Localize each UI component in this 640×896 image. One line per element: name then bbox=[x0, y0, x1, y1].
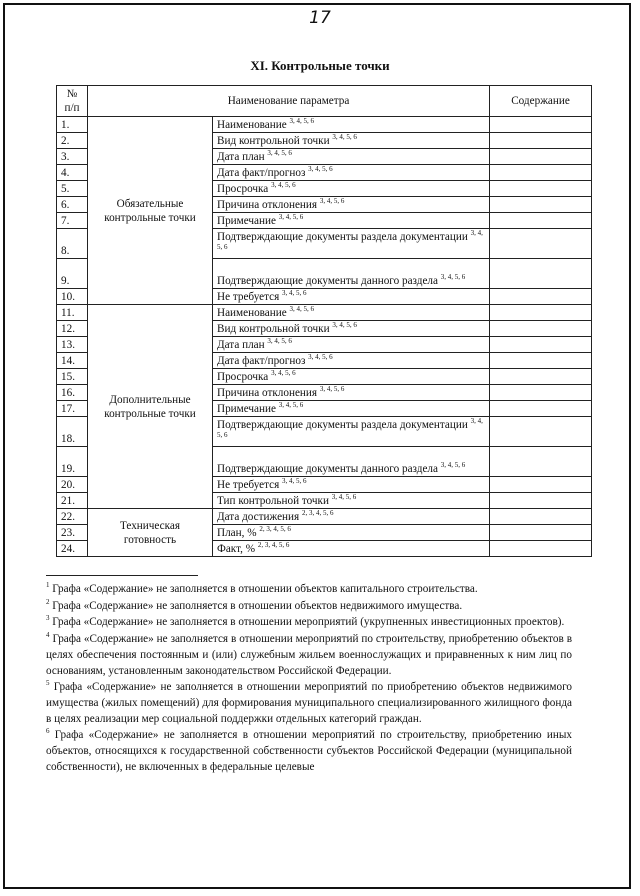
parameter-name: Причина отклонения bbox=[217, 387, 318, 399]
parameter-name-cell bbox=[213, 149, 490, 165]
content-cell bbox=[490, 477, 592, 493]
parameter-name: Подтверждающие документы данного раздела bbox=[217, 463, 438, 475]
parameter-name: Тип контрольной точки bbox=[217, 495, 329, 507]
parameter-name: Не требуется bbox=[217, 479, 280, 491]
footnote-reference: 3, 4, 5, 6 bbox=[217, 229, 483, 251]
row-number: 5. bbox=[57, 181, 88, 197]
row-number: 12. bbox=[57, 321, 88, 337]
footnote-reference: 3, 4, 5, 6 bbox=[282, 289, 307, 297]
content-cell bbox=[490, 213, 592, 229]
footnote-reference: 3, 4, 5, 6 bbox=[267, 149, 292, 157]
parameter-name: Подтверждающие документы данного раздела bbox=[217, 275, 438, 287]
row-number: 14. bbox=[57, 353, 88, 369]
row-number: 6. bbox=[57, 197, 88, 213]
content-cell bbox=[490, 133, 592, 149]
footnote-mark: 3 bbox=[46, 614, 50, 623]
row-number: 19. bbox=[57, 447, 88, 477]
parameter-name-cell bbox=[213, 401, 490, 417]
row-number: 23. bbox=[57, 525, 88, 541]
footnote-reference: 3, 4, 5, 6 bbox=[217, 417, 483, 439]
table-row bbox=[57, 117, 592, 133]
row-number: 21. bbox=[57, 493, 88, 509]
group-label: Техническая готовность bbox=[88, 509, 213, 557]
footnote-reference: 3, 4, 5, 6 bbox=[282, 477, 307, 485]
footnote-reference: 3, 4, 5, 6 bbox=[271, 369, 296, 377]
parameter-name: Вид контрольной точки bbox=[217, 323, 330, 335]
parameter-name: Просрочка bbox=[217, 183, 269, 195]
content-cell bbox=[490, 197, 592, 213]
parameter-name: Дата факт/прогноз bbox=[217, 167, 306, 179]
page-number: 17 bbox=[309, 8, 331, 28]
parameter-name-cell bbox=[213, 477, 490, 493]
parameter-name-cell bbox=[213, 417, 490, 447]
row-number: 4. bbox=[57, 165, 88, 181]
footnotes bbox=[46, 582, 572, 776]
content-cell bbox=[490, 181, 592, 197]
footnote-reference: 3, 4, 5, 6 bbox=[278, 213, 304, 221]
footnote-reference: 3, 4, 5, 6 bbox=[440, 461, 466, 469]
footnote-reference: 3, 4, 5, 6 bbox=[332, 133, 357, 141]
row-number: 17. bbox=[57, 401, 88, 417]
content-cell bbox=[490, 259, 592, 289]
footnote-reference: 3, 4, 5, 6 bbox=[308, 353, 333, 361]
content-cell bbox=[490, 509, 592, 525]
parameter-name: Причина отклонения bbox=[217, 199, 318, 211]
content-cell bbox=[490, 321, 592, 337]
row-number: 2. bbox=[57, 133, 88, 149]
footnote-reference: 3, 4, 5, 6 bbox=[289, 117, 314, 125]
parameter-name-cell bbox=[213, 305, 490, 321]
row-number: 10. bbox=[57, 289, 88, 305]
footnote-reference: 3, 4, 5, 6 bbox=[332, 321, 357, 329]
footnote bbox=[46, 632, 572, 679]
parameter-name-cell bbox=[213, 337, 490, 353]
footnote-mark: 5 bbox=[46, 679, 50, 688]
parameter-name-cell bbox=[213, 447, 490, 477]
footnote-reference: 3, 4, 5, 6 bbox=[267, 337, 292, 345]
content-cell bbox=[490, 541, 592, 557]
footnote bbox=[46, 599, 572, 615]
section-title: XI. Контрольные точки bbox=[250, 58, 390, 73]
parameter-name: Не требуется bbox=[217, 291, 280, 303]
table-row bbox=[57, 305, 592, 321]
parameter-name: Наименование bbox=[217, 307, 287, 319]
footnote-reference: 2, 3, 4, 5, 6 bbox=[259, 525, 291, 533]
parameter-name: Дата факт/прогноз bbox=[217, 355, 306, 367]
footnote-reference: 3, 4, 5, 6 bbox=[278, 401, 304, 409]
row-number: 11. bbox=[57, 305, 88, 321]
footnote-text: Графа «Содержание» не заполняется в отношении объектов недвижимого имущества. bbox=[52, 599, 463, 612]
footnote-mark: 1 bbox=[46, 581, 50, 589]
parameter-name-cell bbox=[213, 229, 490, 259]
row-number: 24. bbox=[57, 541, 88, 557]
row-number: 13. bbox=[57, 337, 88, 353]
parameter-name-cell bbox=[213, 181, 490, 197]
parameter-name-cell bbox=[213, 321, 490, 337]
row-number: 1. bbox=[57, 117, 88, 133]
footnote-text: Графа «Содержание» не заполняется в отношении мероприятий по строительству, приобретению иных объектов, относящихся к государственной собственности субъектов Российской Федерации (муниципальной собственности), не включенных в федеральные целевые bbox=[46, 729, 573, 773]
footnote bbox=[46, 615, 572, 631]
content-cell bbox=[490, 401, 592, 417]
parameter-name: Подтверждающие документы раздела документации bbox=[217, 419, 468, 431]
parameter-name: Факт, % bbox=[217, 543, 256, 555]
header-num: № п/п bbox=[57, 86, 88, 117]
row-number: 18. bbox=[57, 417, 88, 447]
footnote-reference: 3, 4, 5, 6 bbox=[271, 181, 296, 189]
parameter-name-cell bbox=[213, 353, 490, 369]
content-cell bbox=[490, 149, 592, 165]
parameter-name-cell bbox=[213, 259, 490, 289]
footnote-reference: 2, 3, 4, 5, 6 bbox=[301, 509, 334, 517]
content-cell bbox=[490, 117, 592, 133]
parameter-name-cell bbox=[213, 213, 490, 229]
footnote bbox=[46, 582, 572, 598]
row-number: 7. bbox=[57, 213, 88, 229]
group-label: Дополнительные контрольные точки bbox=[88, 305, 213, 509]
footnote-reference: 3, 4, 5, 6 bbox=[331, 493, 357, 501]
footnote-reference: 3, 4, 5, 6 bbox=[289, 305, 314, 313]
row-number: 20. bbox=[57, 477, 88, 493]
parameter-name: Подтверждающие документы раздела документации bbox=[217, 231, 468, 243]
footnote-mark: 6 bbox=[46, 727, 50, 736]
footnote-reference: 3, 4, 5, 6 bbox=[440, 273, 466, 281]
footnote-text: Графа «Содержание» не заполняется в отношении объектов капитального строительства. bbox=[52, 583, 478, 595]
content-cell bbox=[490, 353, 592, 369]
parameter-name-cell bbox=[213, 289, 490, 305]
table-body bbox=[57, 117, 592, 557]
parameter-name-cell bbox=[213, 117, 490, 133]
content-cell bbox=[490, 229, 592, 259]
parameter-name: Дата план bbox=[217, 151, 265, 163]
parameter-name-cell bbox=[213, 133, 490, 149]
footnote-mark: 2 bbox=[46, 597, 50, 606]
parameter-name-cell bbox=[213, 165, 490, 181]
footnote-text: Графа «Содержание» не заполняется в отношении мероприятий по строительству, приобретению объектов в целях обеспечения постоянным и (или) служебным жильем военнослужащих и приравненных к ним лиц по основаниям, установленным законодательством Российской Федерации. bbox=[46, 633, 572, 677]
header-parameter-name: Наименование параметра bbox=[88, 86, 490, 117]
parameter-name-cell bbox=[213, 541, 490, 557]
parameter-name: Наименование bbox=[217, 119, 287, 131]
parameter-name: Дата достижения bbox=[217, 511, 300, 523]
row-number: 9. bbox=[57, 259, 88, 289]
parameter-name-cell bbox=[213, 369, 490, 385]
content-cell bbox=[490, 337, 592, 353]
footnote-text: Графа «Содержание» не заполняется в отношении мероприятий (укрупненных инвестиционных проектов). bbox=[52, 616, 565, 629]
parameter-name: План, % bbox=[217, 527, 257, 539]
parameter-name: Примечание bbox=[217, 403, 276, 415]
parameter-name: Вид контрольной точки bbox=[217, 135, 330, 147]
content-cell bbox=[490, 525, 592, 541]
parameter-name-cell bbox=[213, 525, 490, 541]
footnote-text: Графа «Содержание» не заполняется в отношении мероприятий по приобретению объектов недвижимого имущества (жилых помещений) для формирования муниципального специализированного жилищного фонда в целях реализации мер социальной поддержки отдельных категорий граждан. bbox=[46, 681, 573, 725]
header-content: Содержание bbox=[490, 86, 592, 117]
row-number: 22. bbox=[57, 509, 88, 525]
control-points-table bbox=[56, 85, 592, 557]
footnote-divider bbox=[46, 575, 198, 576]
content-cell bbox=[490, 165, 592, 181]
footnote-mark: 4 bbox=[46, 631, 50, 640]
table-row bbox=[57, 509, 592, 525]
parameter-name: Просрочка bbox=[217, 371, 269, 383]
content-cell bbox=[490, 417, 592, 447]
row-number: 16. bbox=[57, 385, 88, 401]
content-cell bbox=[490, 447, 592, 477]
parameter-name-cell bbox=[213, 509, 490, 525]
group-label: Обязательные контрольные точки bbox=[88, 117, 213, 305]
footnote-reference: 2, 3, 4, 5, 6 bbox=[257, 541, 290, 549]
footnote-reference: 3, 4, 5, 6 bbox=[319, 197, 345, 205]
parameter-name: Примечание bbox=[217, 215, 276, 227]
content-cell bbox=[490, 369, 592, 385]
footnote-reference: 3, 4, 5, 6 bbox=[319, 385, 345, 393]
parameter-name-cell bbox=[213, 385, 490, 401]
row-number: 15. bbox=[57, 369, 88, 385]
content-cell bbox=[490, 305, 592, 321]
parameter-name-cell bbox=[213, 197, 490, 213]
row-number: 3. bbox=[57, 149, 88, 165]
row-number: 8. bbox=[57, 229, 88, 259]
content-cell bbox=[490, 289, 592, 305]
content-cell bbox=[490, 385, 592, 401]
content-cell bbox=[490, 493, 592, 509]
table-header-row bbox=[57, 86, 592, 117]
parameter-name: Дата план bbox=[217, 339, 265, 351]
footnote bbox=[46, 728, 572, 775]
parameter-name-cell bbox=[213, 493, 490, 509]
footnote bbox=[46, 680, 572, 727]
footnote-reference: 3, 4, 5, 6 bbox=[308, 165, 333, 173]
